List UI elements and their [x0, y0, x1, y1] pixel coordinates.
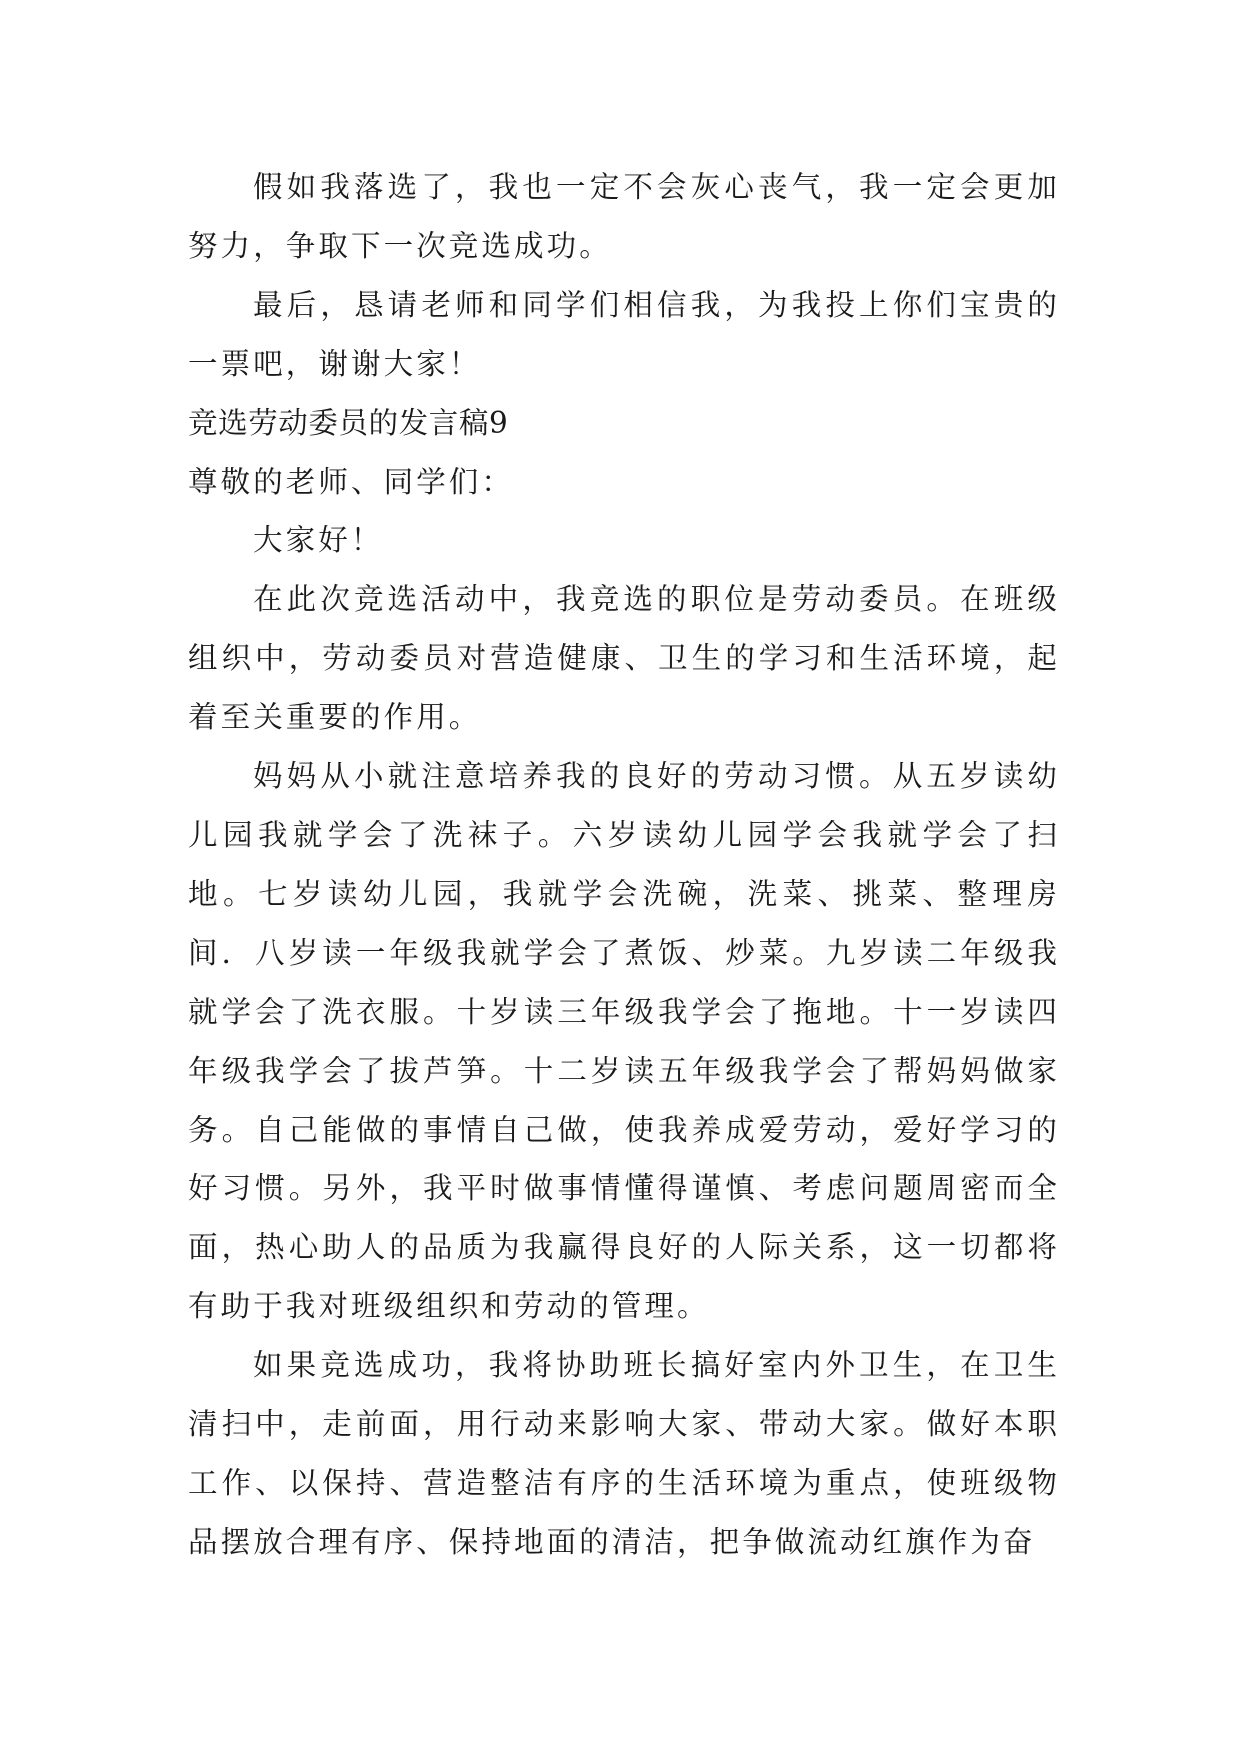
paragraph-plans: 如果竞选成功，我将协助班长搞好室内外卫生，在卫生清扫中，走前面，用行动来影响大家、带动大家。做好本职工作、以保持、营造整洁有序的生活环境为重点，使班级物品摆放合理有序、保持地面的清洁，把争做流动红旗作为奋	[188, 1348, 1060, 1559]
section-heading: 竞选劳动委员的发言稿9	[188, 405, 509, 440]
paragraph-losing-resolve: 假如我落选了，我也一定不会灰心丧气，我一定会更加努力，争取下一次竞选成功。	[188, 170, 1060, 263]
paragraph-closing-appeal: 最后，恳请老师和同学们相信我，为我投上你们宝贵的一票吧，谢谢大家！	[188, 287, 1060, 381]
paragraph-position-intro: 在此次竞选活动中，我竞选的职位是劳动委员。在班级组织中，劳动委员对营造健康、卫生的学习和生活环境，起着至关重要的作用。	[188, 582, 1060, 735]
document-body	[188, 158, 1060, 1572]
greeting: 大家好！	[253, 523, 384, 558]
salutation: 尊敬的老师、同学们：	[188, 464, 515, 499]
paragraph-labor-habits: 妈妈从小就注意培养我的良好的劳动习惯。从五岁读幼儿园我就学会了洗袜子。六岁读幼儿园学会我就学会了扫地。七岁读幼儿园，我就学会洗碗，洗菜、挑菜、整理房间．八岁读一年级我就学会了煮饭、炒菜。九岁读二年级我就学会了洗衣服。十岁读三年级我学会了拖地。十一岁读四年级我学会了拔芦笋。十二岁读五年级我学会了帮妈妈做家务。自己能做的事情自己做，使我养成爱劳动，爱好学习的好习惯。另外，我平时做事情懂得谨慎、考虑问题周密而全面，热心助人的品质为我赢得良好的人际关系，这一切都将有助于我对班级组织和劳动的管理。	[188, 759, 1060, 1324]
